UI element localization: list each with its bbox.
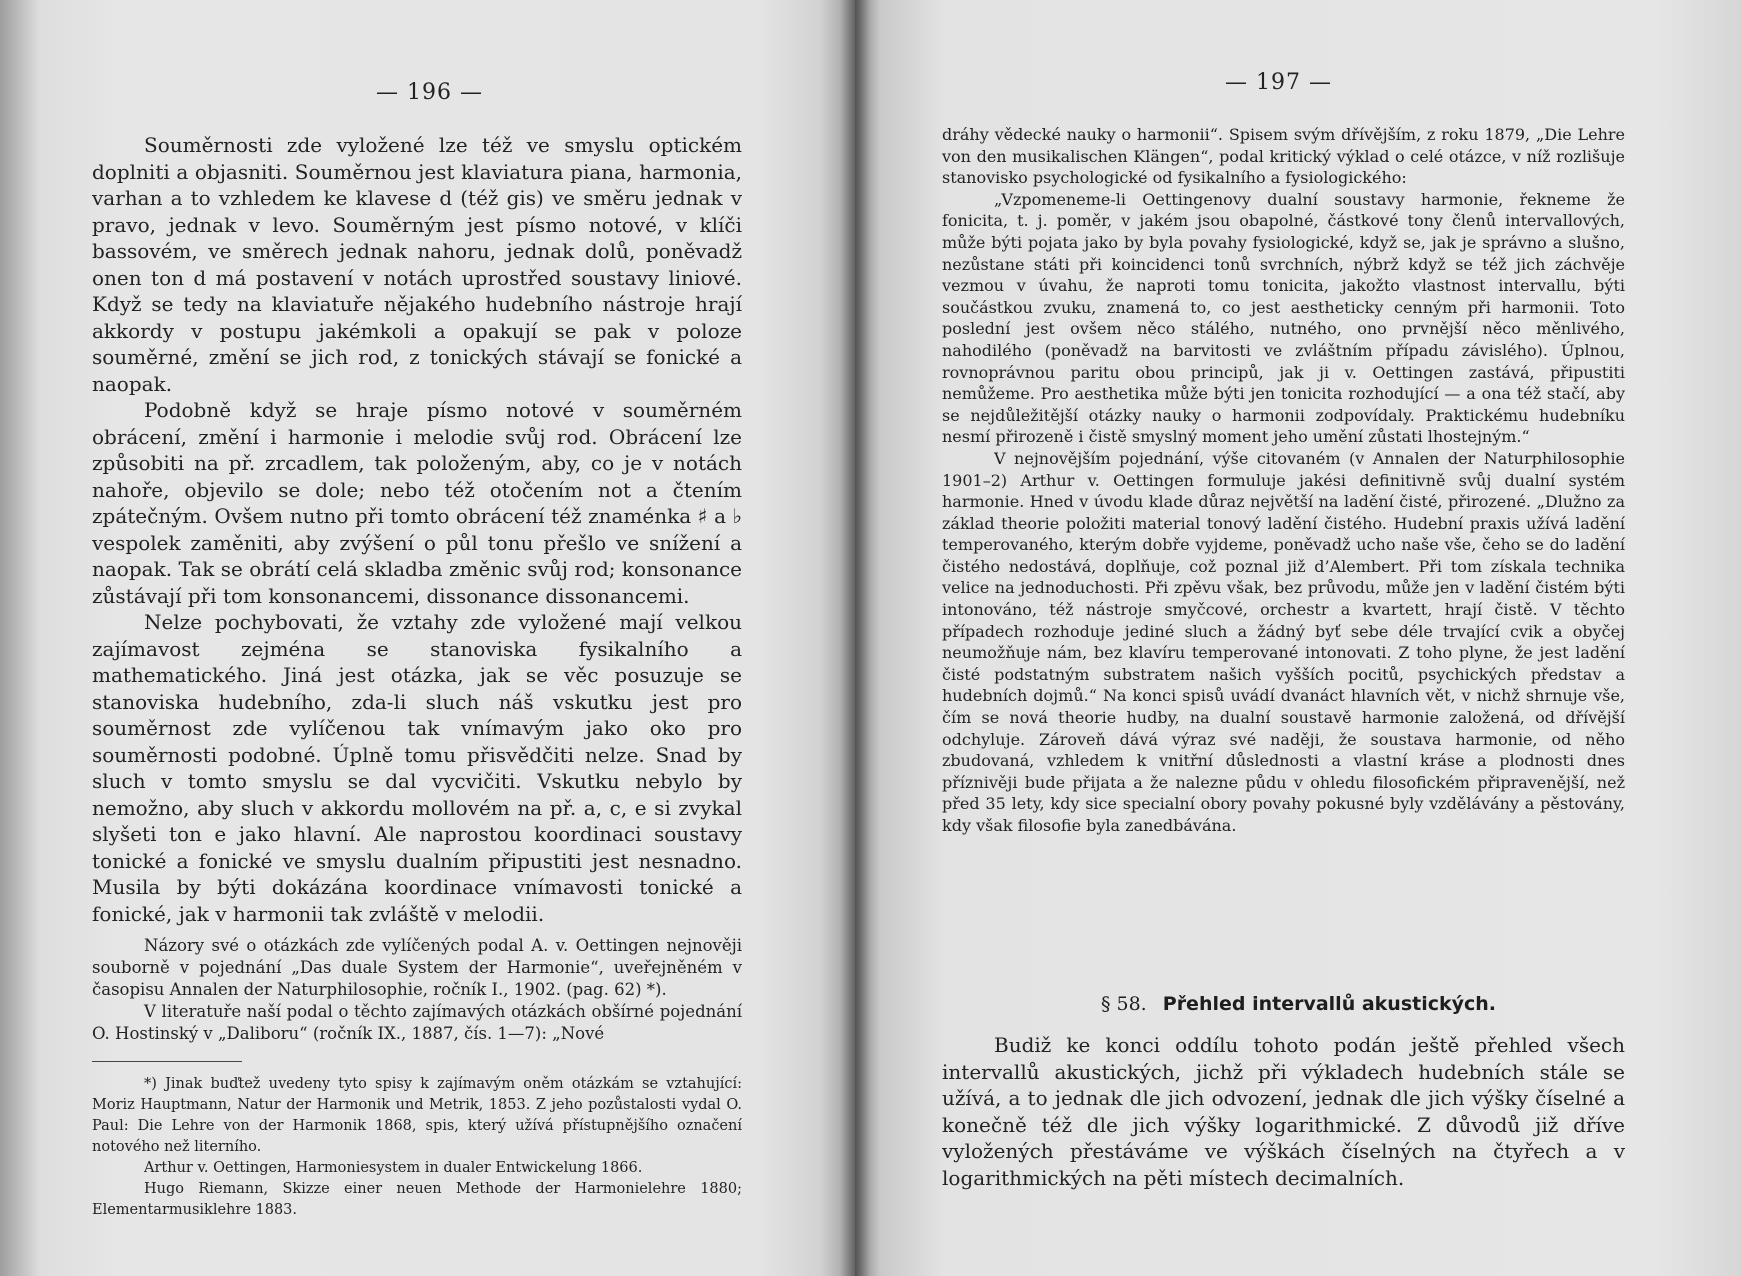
section-heading: [855, 993, 1742, 1015]
quote-paragraph: „Vzpomeneme-li Oettingenovy dualní soustavy harmonie, řekneme že fonicita, t. j. poměr, v jakém jsou obapolné, částkové tony členů intervallových, může býti pojata jako by byla povahy fysiologické, když se, jak je správno a slušno, nezůstane státi při koincidenci tonů svrchních, nýbrž když se též jich záchvěje vezmou v úvahu, že naproti tomu tonicita, jakožto vlastnost intervallu, býti součástkou zvuku, znamená to, co jest aestheticky cenným při harmonii. Toto poslední jest ovšem něco stálého, nutného, ono prvnější něco měnlivého, nahodilého (poněvadž na barvitosti ve zvláštním případu závislého). Úplnou, rovnoprávnou paritu obou principů, jak ji v. Oettingen zastává, připustiti nemůžeme. Pro aesthetika může býti jen tonicita rozhodující — a ona též stačí, aby se nejdůležitější otázky nauky o harmonii zodpovídaly. Praktickému hudebníku nesmí přirozeně i čistě smyslný moment jeho umění zůstati lhostejným.“: [942, 189, 1625, 447]
small-paragraph: Názory své o otázkách zde vylíčených podal A. v. Oettingen nejnověji souborně v pojednání „Das duale System der Harmonie“, uveřejněném v časopisu Annalen der Naturphilosophie, ročník I., 1902. (pag. 62) *).: [92, 936, 742, 999]
footnote: *) Jinak buďtež uvedeny tyto spisy k zajímavým oněm otázkám se vztahující: Moriz Hauptmann, Natur der Harmonik und Metrik, 1853. Z jeho pozůstalosti vydal O. Paul: Die Lehre von der Harmonik 1868, spis, který užívá přístupnějšího označení notového než literního.: [92, 1076, 742, 1155]
small-paragraph: V literatuře naší podal o těchto zajímavých otázkách obšírné pojednání O. Hostinský v „Daliboru“ (ročník IX., 1887, čís. 1—7): „Nové: [92, 1002, 742, 1043]
page-left: [0, 0, 855, 1276]
page-left-body: [92, 132, 742, 1221]
paragraph: Souměrnosti zde vyložené lze též ve smyslu optickém doplniti a objasniti. Souměrnou jest klaviatura piana, harmonia, varhan a to vzhledem ke klavese d (též gis) ve směru jednak v pravo, jednak v levo. Souměrným jest písmo notové, v klíči bassovém, ve směrech jednak nahoru, jednak dolů, poněvadž onen ton d má postavení v notách uprostřed soustavy liniové. Když se tedy na klaviatuře nějakého hudebního nástroje hrají akkordy v postupu jakémkoli a opakují se pak v poloze souměrné, změní se jich rod, z tonických stávají se fonické a naopak.: [92, 133, 742, 396]
page-number-right: — 197 —: [1225, 70, 1332, 95]
footnote: Hugo Riemann, Skizze einer neuen Methode der Harmonielehre 1880; Elementarmusiklehre 1883.: [92, 1181, 742, 1218]
small-print-block: [92, 935, 742, 1045]
section-title: Přehled intervallů akustických.: [1162, 993, 1497, 1015]
paragraph: Budiž ke konci oddílu tohoto podán ještě přehled všech intervallů akustických, jichž při výkladech hudebních stále se užívá, a to jednak dle jich odvození, jednak dle jich výšky číselné a konečně též dle jich výšky logarithmické. Z důvodů již dříve vyložených přestáváme ve výškách číselných na čtyřech a v logarithmických na pěti místech decimalních.: [942, 1033, 1625, 1190]
paragraph: Podobně když se hraje písmo notové v souměrném obrácení, změní i harmonie i melodie svůj rod. Obrácení lze způsobiti na př. zrcadlem, tak položeným, aby, co je v notách nahoře, objevilo se dole; nebo též otočením not a čtením zpátečným. Ovšem nutno při tomto obrácení též znaménka ♯ a ♭ vespolek zaměniti, aby zvýšení o půl tonu přešlo ve snížení a naopak. Tak se obrátí celá skladba změnic svůj rod; konsonance zůstávají při tom konsonancemi, dissonance dissonancemi.: [92, 398, 742, 608]
paragraph: V nejnovějším pojednání, výše citovaném (v Annalen der Naturphilosophie 1901–2) Arthur v. Oettingen formuluje jakési definitivně svůj dualní systém harmonie. Hned v úvodu klade důraz největší na ladění čisté, přirozené. „Dlužno za základ theorie položiti material tonový ladění čistého. Hudební praxis užívá ladění temperovaného, kterým dobře vyjdeme, poněvadž ucho naše vše, čeho se do ladění čistého nedostává, doplňuje, což poznal již d’Alembert. Při tom získala technika velice na jednoduchosti. Při zpěvu však, bez průvodu, může jen v ladění čistém býti intonováno, též nástroje smyčcové, orchestr a kvartett, hrají čistě. V těchto případech rozhoduje jediné sluch a žádný byť sebe déle trvající cvik a obyčej neumožňuje nám, bez klavíru temperované intonovati. Z toho plyne, že jest ladění čisté podstatným substratem našich vyšších pocitů, psychických představ a hudebních dojmů.“ Na konci spisů uvádí dvanáct hlavních vět, v nichž shrnuje vše, čím se nová theorie hudby, na dualní soustavě harmonie založená, od dřívější odchyluje. Zároveň dává výraz své naději, že soustava harmonie, od něho zbudovaná, vzhledem k vnitřní důslednosti a vlastní kráse a plodnosti dnes příznivěji bude přijata a že nalezne půdu v ohledu filosofickém připravenější, než před 35 lety, kdy sice specialní obory povahy pokusné byly vzdělávány a pěstovány, kdy však filosofie byla zanedbávána.: [942, 448, 1625, 835]
paragraph: Nelze pochybovati, že vztahy zde vyložené mají velkou zajímavost zejména se stanoviska fysikalního a mathematického. Jiná jest otázka, jak se věc posuzuje se stanoviska hudebního, zda-li sluch náš vskutku jest pro souměrnost zde vylíčenou tak vnímavým jako oko pro souměrnosti podobné. Úplně tomu přisvědčiti nelze. Snad by sluch v tomto smyslu se dal vycvičiti. Vskutku nebylo by nemožno, aby sluch v akkordu mollovém na př. a, c, e si zvykal slyšeti ton e jako hlavní. Ale naprostou koordinaci soustavy tonické a fonické ve smyslu dualním připustiti jest nesnadno. Musila by býti dokázána koordinace vnímavosti tonické a fonické, jak v harmonii tak zvláště v melodii.: [92, 610, 742, 926]
page-right-body: [942, 124, 1625, 837]
paragraph: dráhy vědecké nauky o harmonii“. Spisem svým dřívějším, z roku 1879, „Die Lehre von den musikalischen Klängen“, podal kritický výklad o celé otázce, v níž rozlišuje stanovisko psychologické od fysikalního a fysiologického:: [942, 125, 1625, 188]
section-body: [942, 1032, 1625, 1191]
section-number: § 58.: [1100, 993, 1147, 1015]
footnotes: [92, 1074, 742, 1221]
footnote-divider: [92, 1061, 242, 1062]
page-right: [855, 0, 1742, 1276]
footnote: Arthur v. Oettingen, Harmoniesystem in dualer Entwickelung 1866.: [144, 1160, 643, 1176]
page-number-left: — 196 —: [376, 80, 483, 105]
